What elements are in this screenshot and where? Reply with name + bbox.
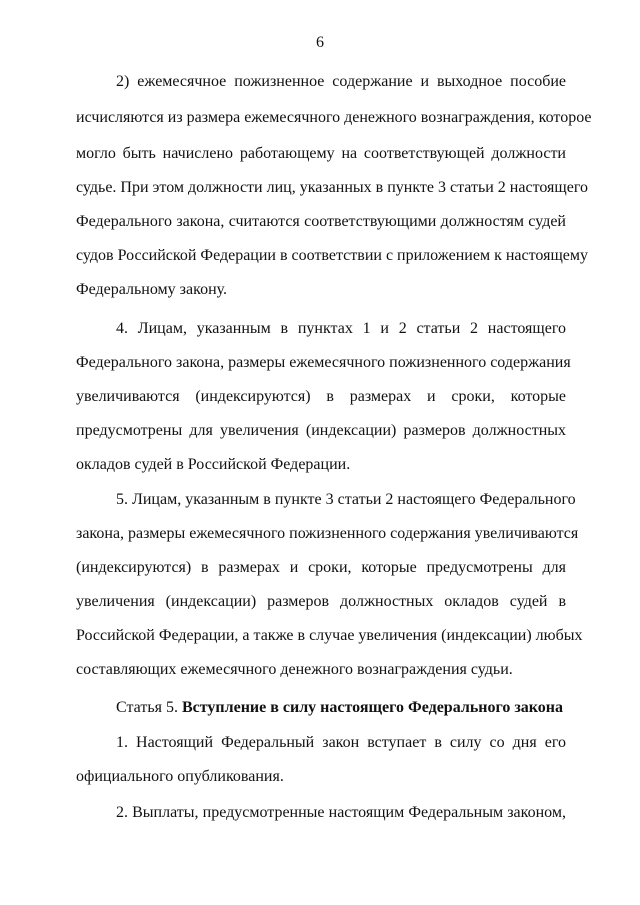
text-line: судье. При этом должности лиц, указанных в пункте 3 статьи 2 настоящего <box>76 179 588 196</box>
text-line: 1. Настоящий Федеральный закон вступает в силу со дня его <box>116 734 566 751</box>
article-heading <box>116 698 566 718</box>
text-line: судов Российской Федерации в соответствии с приложением к настоящему <box>76 247 588 264</box>
text-line: 5. Лицам, указанным в пункте 3 статьи 2 настоящего Федерального <box>116 491 576 508</box>
text-line: составляющих ежемесячного денежного вознаграждения судьи. <box>76 661 513 678</box>
text-line: предусмотрены для увеличения (индексации) размеров должностных <box>76 422 566 439</box>
text-line: Российской Федерации, а также в случае увеличения (индексации) любых <box>76 627 583 644</box>
text-line: Федеральному закону. <box>76 281 228 298</box>
text-line: Федерального закона, размеры ежемесячного пожизненного содержания <box>76 354 571 371</box>
text-line: 2. Выплаты, предусмотренные настоящим Федеральным законом, <box>116 804 566 821</box>
text-line: могло быть начислено работающему на соответствующей должности <box>76 145 566 162</box>
article-heading-title: Вступление в силу настоящего Федерального закона <box>181 699 564 716</box>
text-line: увеличиваются (индексируются) в размерах и сроки, которые <box>76 388 566 405</box>
text-line: официального опубликования. <box>76 768 284 785</box>
text-line: Федерального закона, считаются соответствующими должностям судей <box>76 213 566 230</box>
text-line: (индексируются) в размерах и сроки, которые предусмотрены для <box>76 559 566 576</box>
text-line: окладов судей в Российской Федерации. <box>76 456 351 473</box>
text-line: исчисляются из размера ежемесячного денежного вознаграждения, которое <box>76 109 592 126</box>
article-heading-prefix: Статья 5. <box>116 699 178 716</box>
text-line: закона, размеры ежемесячного пожизненного содержания увеличиваются <box>76 525 579 542</box>
text-line: увеличения (индексации) размеров должностных окладов судей в <box>76 593 566 610</box>
text-line: 2) ежемесячное пожизненное содержание и выходное пособие <box>116 73 566 90</box>
page-number: 6 <box>316 34 324 51</box>
text-line: 4. Лицам, указанным в пунктах 1 и 2 статьи 2 настоящего <box>116 320 566 337</box>
